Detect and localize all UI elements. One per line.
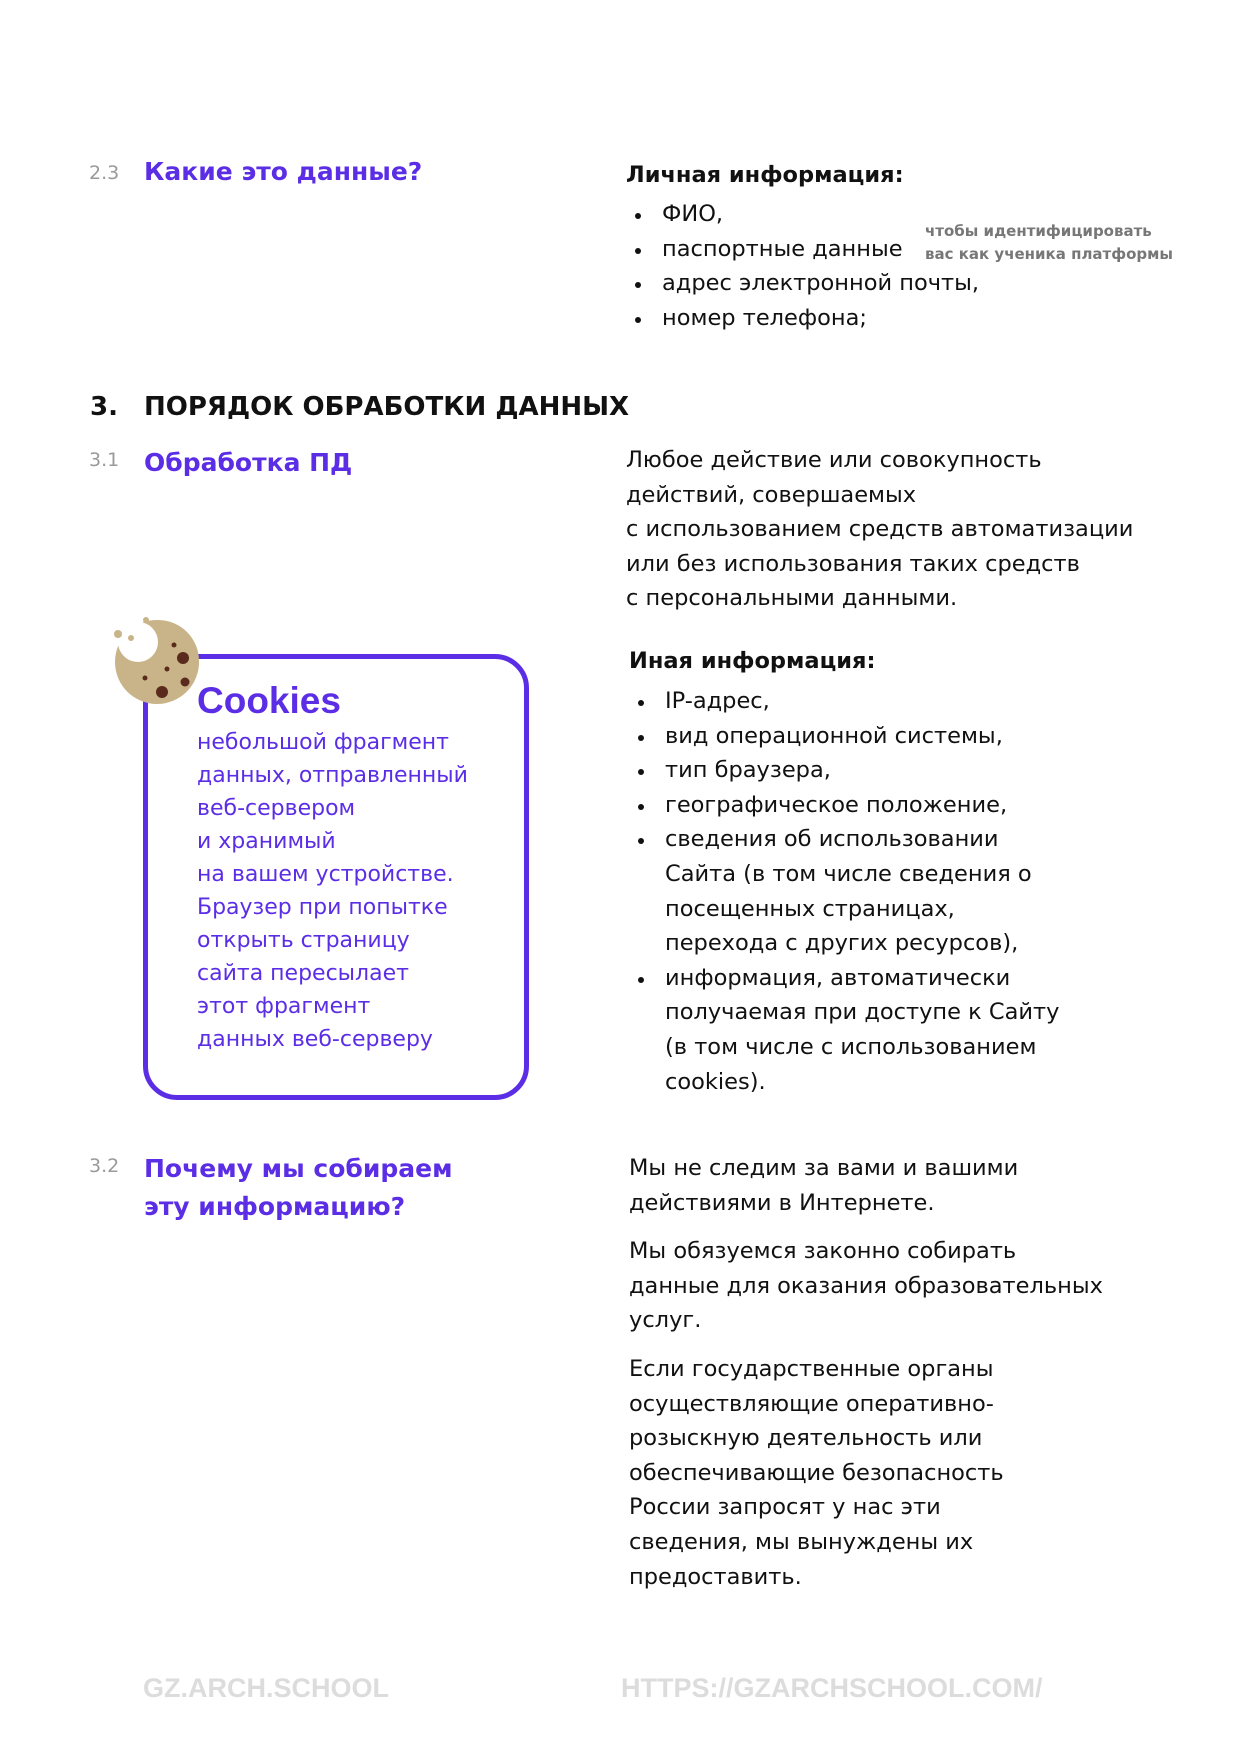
list-item: географическое положение, [629, 788, 1099, 823]
footer-url[interactable]: HTTPS://GZARCHSCHOOL.COM/ [621, 1673, 1043, 1703]
cookie-icon [110, 612, 206, 708]
list-item: сведения об использовании Сайта (в том числе сведения о посещенных страницах, перехода с других ресурсов), [629, 822, 1065, 960]
list-item: вид операционной системы, [629, 719, 1099, 754]
section-title: Обработка ПД [144, 448, 353, 477]
list-item: номер телефона; [626, 301, 926, 336]
text-line: данных, отправленный [197, 763, 468, 788]
text-line: на вашем устройстве. [197, 862, 454, 887]
paragraph: Если государственные органы осуществляющие оперативно-розыскную деятельность или обеспечивающие безопасность России запросят у нас эти сведения, мы вынуждены их предоставить. [629, 1355, 1004, 1590]
personal-info-list [626, 197, 980, 335]
text-line: и хранимый [197, 829, 336, 854]
cookies-title: Cookies [197, 680, 341, 721]
title-line: Почему мы собираем [144, 1154, 453, 1183]
side-note [925, 220, 1173, 266]
text-line: этот фрагмент [197, 994, 371, 1019]
text-line: данных веб-серверу [197, 1027, 433, 1052]
text-line: веб-сервером [197, 796, 356, 821]
text-line: небольшой фрагмент [197, 730, 450, 755]
section-number: 2.3 [89, 162, 120, 184]
text-line: открыть страницу [197, 928, 410, 953]
list-item: IP-адрес, [629, 684, 1099, 719]
text-line: действий, совершаемых [626, 481, 917, 508]
text-line: Любое действие или совокупность [626, 447, 1042, 473]
list-item: информация, автоматически получаемая при доступе к Сайту (в том числе с использованием cookies). [629, 961, 1065, 1099]
paragraph: Мы обязуемся законно собирать данные для оказания образовательных услуг. [629, 1238, 1103, 1334]
footer-brand: GZ.ARCH.SCHOOL [143, 1673, 389, 1703]
cookies-description [197, 726, 468, 1056]
chapter-title: ПОРЯДОК ОБРАБОТКИ ДАННЫХ [144, 392, 630, 422]
text-line: Браузер при попытке [197, 895, 448, 920]
personal-info-label: Личная информация: [626, 162, 904, 188]
list-item: тип браузера, [629, 753, 1099, 788]
other-info-label: Иная информация: [629, 648, 876, 674]
chapter-number: 3. [90, 392, 118, 422]
list-item: адрес электронной почты, [626, 266, 926, 301]
section-number: 3.2 [89, 1155, 120, 1177]
text-line: с персональными данными. [626, 585, 958, 612]
list-item: ФИО, [626, 197, 926, 232]
section-title [144, 1150, 453, 1226]
paragraph: Мы не следим за вами и вашими действиями в Интернете. [629, 1155, 1019, 1216]
section-number: 3.1 [89, 449, 120, 471]
definition-text [626, 443, 1133, 616]
side-note-line: чтобы идентифицировать [925, 222, 1152, 240]
side-note-line: вас как ученика платформы [925, 245, 1173, 263]
section-title: Какие это данные? [144, 157, 423, 186]
text-line: сайта пересылает [197, 961, 409, 986]
title-line: эту информацию? [144, 1192, 406, 1221]
list-item: паспортные данные [626, 232, 926, 267]
text-line: или без использования таких средств [626, 550, 1080, 577]
other-info-list [629, 684, 1099, 1099]
text-line: с использованием средств автоматизации [626, 516, 1134, 543]
reasons-text [629, 1151, 1129, 1608]
